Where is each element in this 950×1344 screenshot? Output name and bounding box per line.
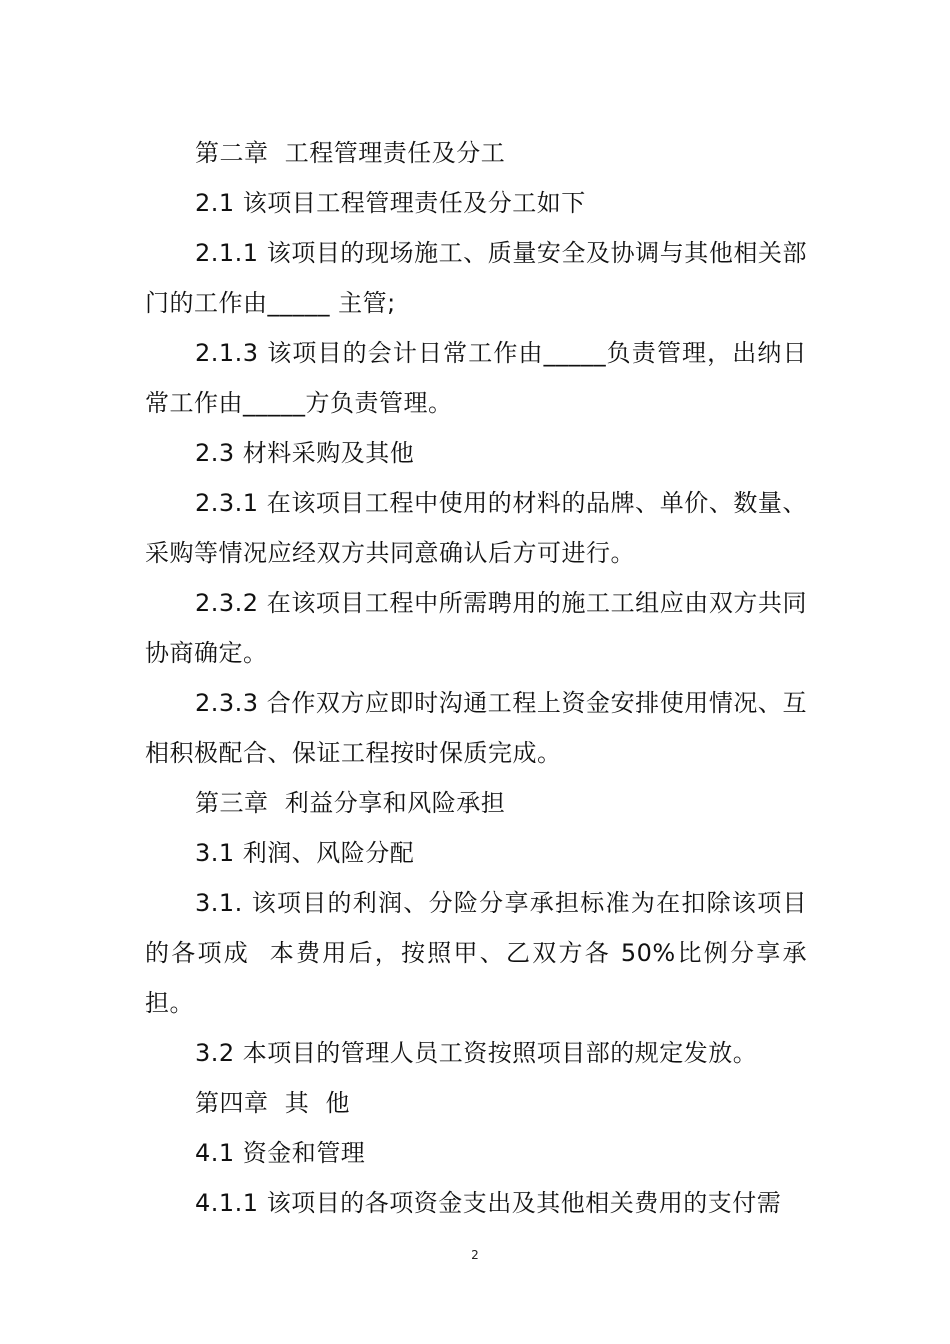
clause-3-2: 3.2 本项目的管理人员工资按照项目部的规定发放。 xyxy=(195,1039,758,1067)
section-2-1-heading: 2.1 该项目工程管理责任及分工如下 xyxy=(195,189,586,217)
chapter-2-heading: 第二章 工程管理责任及分工 xyxy=(195,139,506,167)
section-3-1-heading: 3.1 利润、风险分配 xyxy=(195,839,415,867)
clause-3-1: 3.1. 该项目的利润、分险分享承担标准为在扣除该项目的各项成 本费用后，按照甲、乙双方各 50%比例分享承担。 xyxy=(145,889,807,1017)
clause-4-1-1: 4.1.1 该项目的各项资金支出及其他相关费用的支付需 xyxy=(195,1189,782,1217)
section-2-3-heading: 2.3 材料采购及其他 xyxy=(195,439,415,467)
clause-2-3-3: 2.3.3 合作双方应即时沟通工程上资金安排使用情况、互相积极配合、保证工程按时保质完成。 xyxy=(145,689,807,767)
clause-2-1-1: 2.1.1 该项目的现场施工、质量安全及协调与其他相关部门的工作由_____ 主管; xyxy=(145,239,807,317)
chapter-4-heading: 第四章 其 他 xyxy=(195,1089,351,1117)
clause-2-3-2: 2.3.2 在该项目工程中所需聘用的施工工组应由双方共同协商确定。 xyxy=(145,589,807,667)
chapter-3-heading: 第三章 利益分享和风险承担 xyxy=(195,789,506,817)
clause-2-1-3: 2.1.3 该项目的会计日常工作由_____负责管理，出纳日常工作由_____方负责管理。 xyxy=(145,339,807,417)
page-number: 2 xyxy=(471,1248,479,1262)
section-4-1-heading: 4.1 资金和管理 xyxy=(195,1139,366,1167)
clause-2-3-1: 2.3.1 在该项目工程中使用的材料的品牌、单价、数量、采购等情况应经双方共同意确认后方可进行。 xyxy=(145,489,807,567)
document-body xyxy=(145,128,807,1228)
